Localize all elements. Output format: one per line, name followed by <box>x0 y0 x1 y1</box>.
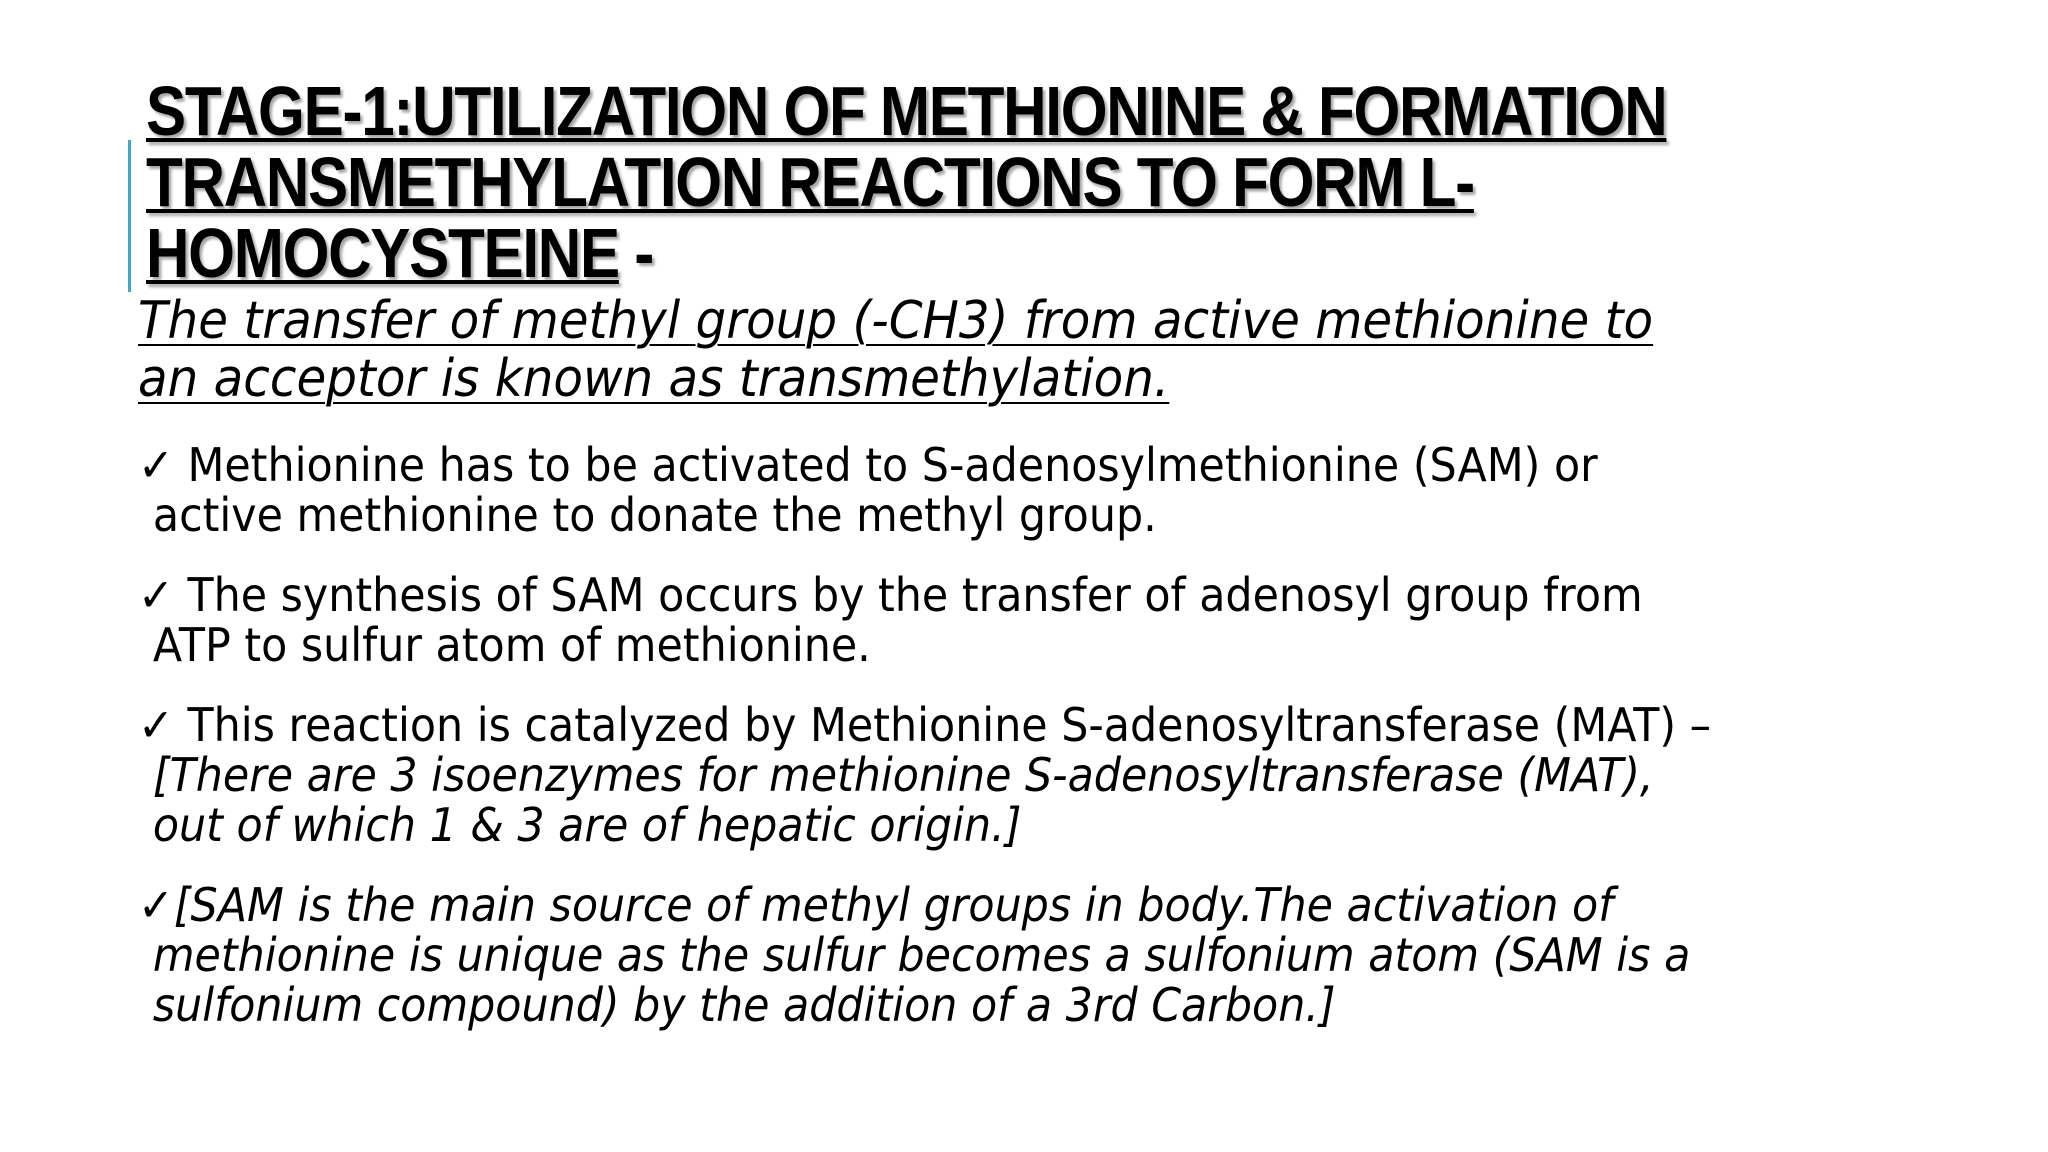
bullet-text: ATP to sulfur atom of methionine. <box>152 618 871 672</box>
checkmark-icon: ✓ <box>138 878 174 932</box>
bullet-item-sam-synthesis <box>138 570 1886 670</box>
bullet-line <box>138 570 1886 620</box>
definition-line-1: The transfer of methyl group (-CH3) from active methionine to <box>138 291 1654 351</box>
title-accent-bar <box>128 140 131 292</box>
checkmark-icon: ✓ <box>138 698 174 752</box>
title-line-3 <box>146 214 1746 292</box>
bullet-text: [SAM is the main source of methyl groups in body.The activation of <box>173 878 1614 932</box>
bullet-text: sulfonium compound) by the addition of a 3rd Carbon.] <box>152 978 1336 1032</box>
bullet-text: out of which 1 & 3 are of hepatic origin.] <box>152 798 1022 852</box>
title-line-1: STAGE-1:UTILIZATION OF METHIONINE & FORMATION <box>146 72 1667 150</box>
bullet-text: Methionine has to be activated to S-adenosylmethionine (SAM) or <box>173 438 1598 492</box>
bullet-line <box>138 700 1886 750</box>
bullet-text: active methionine to donate the methyl group. <box>152 488 1157 542</box>
bullet-text: methionine is unique as the sulfur becomes a sulfonium atom (SAM is a <box>152 928 1691 982</box>
title-line-3-main: HOMOCYSTEINE <box>146 214 619 292</box>
title-line-3-suffix: - <box>618 214 654 292</box>
bullet-item-sam-methyl-source <box>138 880 1886 1030</box>
bullet-text: The synthesis of SAM occurs by the transfer of adenosyl group from <box>173 568 1643 622</box>
definition-text <box>138 292 1868 408</box>
bullet-line <box>138 440 1886 490</box>
slide-title <box>146 72 1746 292</box>
bullet-list <box>138 440 2018 1060</box>
bullet-item-mat-catalysis <box>138 700 1886 850</box>
checkmark-icon: ✓ <box>138 438 174 492</box>
title-line-2: TRANSMETHYLATION REACTIONS TO FORM L- <box>146 143 1474 221</box>
bullet-item-sam-activation <box>138 440 1886 540</box>
definition-line-2: an acceptor is known as transmethylation. <box>138 349 1170 409</box>
bullet-text: [There are 3 isoenzymes for methionine S-adenosyltransferase (MAT), <box>152 748 1654 802</box>
checkmark-icon: ✓ <box>138 568 174 622</box>
bullet-line <box>138 880 1886 930</box>
bullet-text: This reaction is catalyzed by Methionine S-adenosyltransferase (MAT) – <box>173 698 1712 752</box>
